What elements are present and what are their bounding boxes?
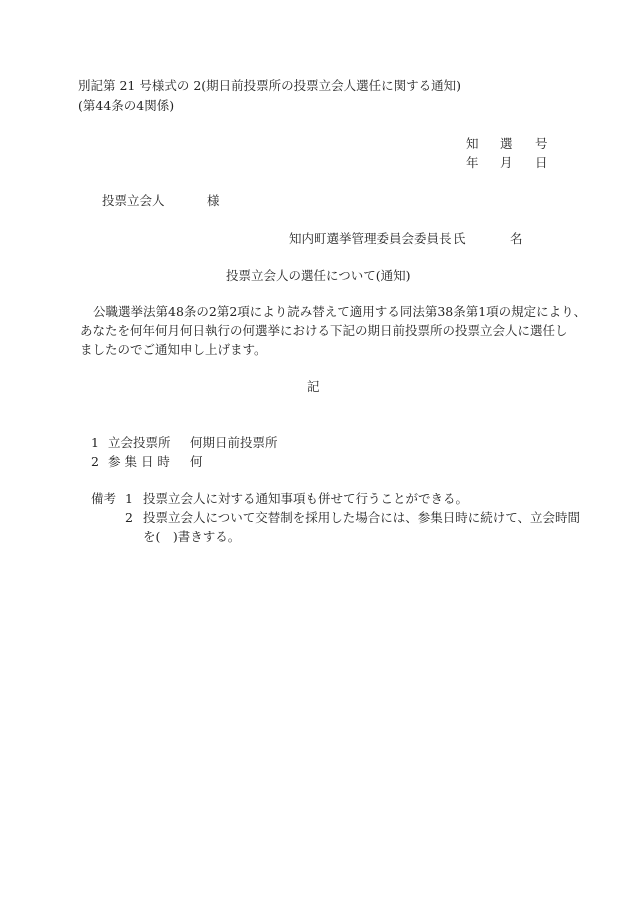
article-reference: (第44条の4関係) [78, 98, 175, 113]
note-number: 2 [125, 510, 133, 525]
notes-heading: 備考 [91, 491, 117, 506]
body-line: ましたのでご通知申し上げます。 [80, 342, 267, 357]
body-line: あなたを何年何月何日執行の何選挙における下記の期日前投票所の投票立会人に選任し [80, 323, 568, 338]
subject-line: 投票立会人の選任について(通知) [226, 268, 411, 283]
addressee-name: 投票立会人 [102, 193, 165, 208]
body-line: 公職選挙法第48条の2第2項により読み替えて適用する同法第38条第1項の規定により、 [93, 304, 587, 319]
item-label: 参 集 日 時 [108, 454, 170, 469]
note-line: を( )書きする。 [143, 529, 241, 544]
item-value: 何期日前投票所 [190, 435, 278, 450]
ki-heading: 記 [307, 379, 320, 394]
sender-title: 知内町選挙管理委員会委員長 [289, 231, 452, 246]
item-number: 2 [91, 454, 99, 469]
doc-date-char: 月 [500, 155, 513, 170]
doc-number-char: 知 [466, 136, 479, 151]
note-number: 1 [125, 491, 133, 506]
note-line: 投票立会人に対する通知事項も併せて行うことができる。 [143, 491, 469, 506]
note-line: 投票立会人について交替制を採用した場合には、参集日時に続けて、立会時間 [143, 510, 581, 525]
item-value: 何 [190, 454, 203, 469]
doc-number-char: 号 [535, 136, 548, 151]
doc-number-char: 選 [500, 136, 513, 151]
sender-name-suffix: 名 [510, 231, 523, 246]
sender-name-prefix: 氏 [453, 231, 466, 246]
item-number: 1 [91, 435, 99, 450]
form-title: 別記第 21 号様式の 2(期日前投票所の投票立会人選任に関する通知) [78, 78, 462, 93]
doc-date-char: 年 [466, 155, 479, 170]
item-label: 立会投票所 [108, 435, 171, 450]
doc-date-char: 日 [535, 155, 548, 170]
addressee-honorific: 様 [207, 193, 220, 208]
